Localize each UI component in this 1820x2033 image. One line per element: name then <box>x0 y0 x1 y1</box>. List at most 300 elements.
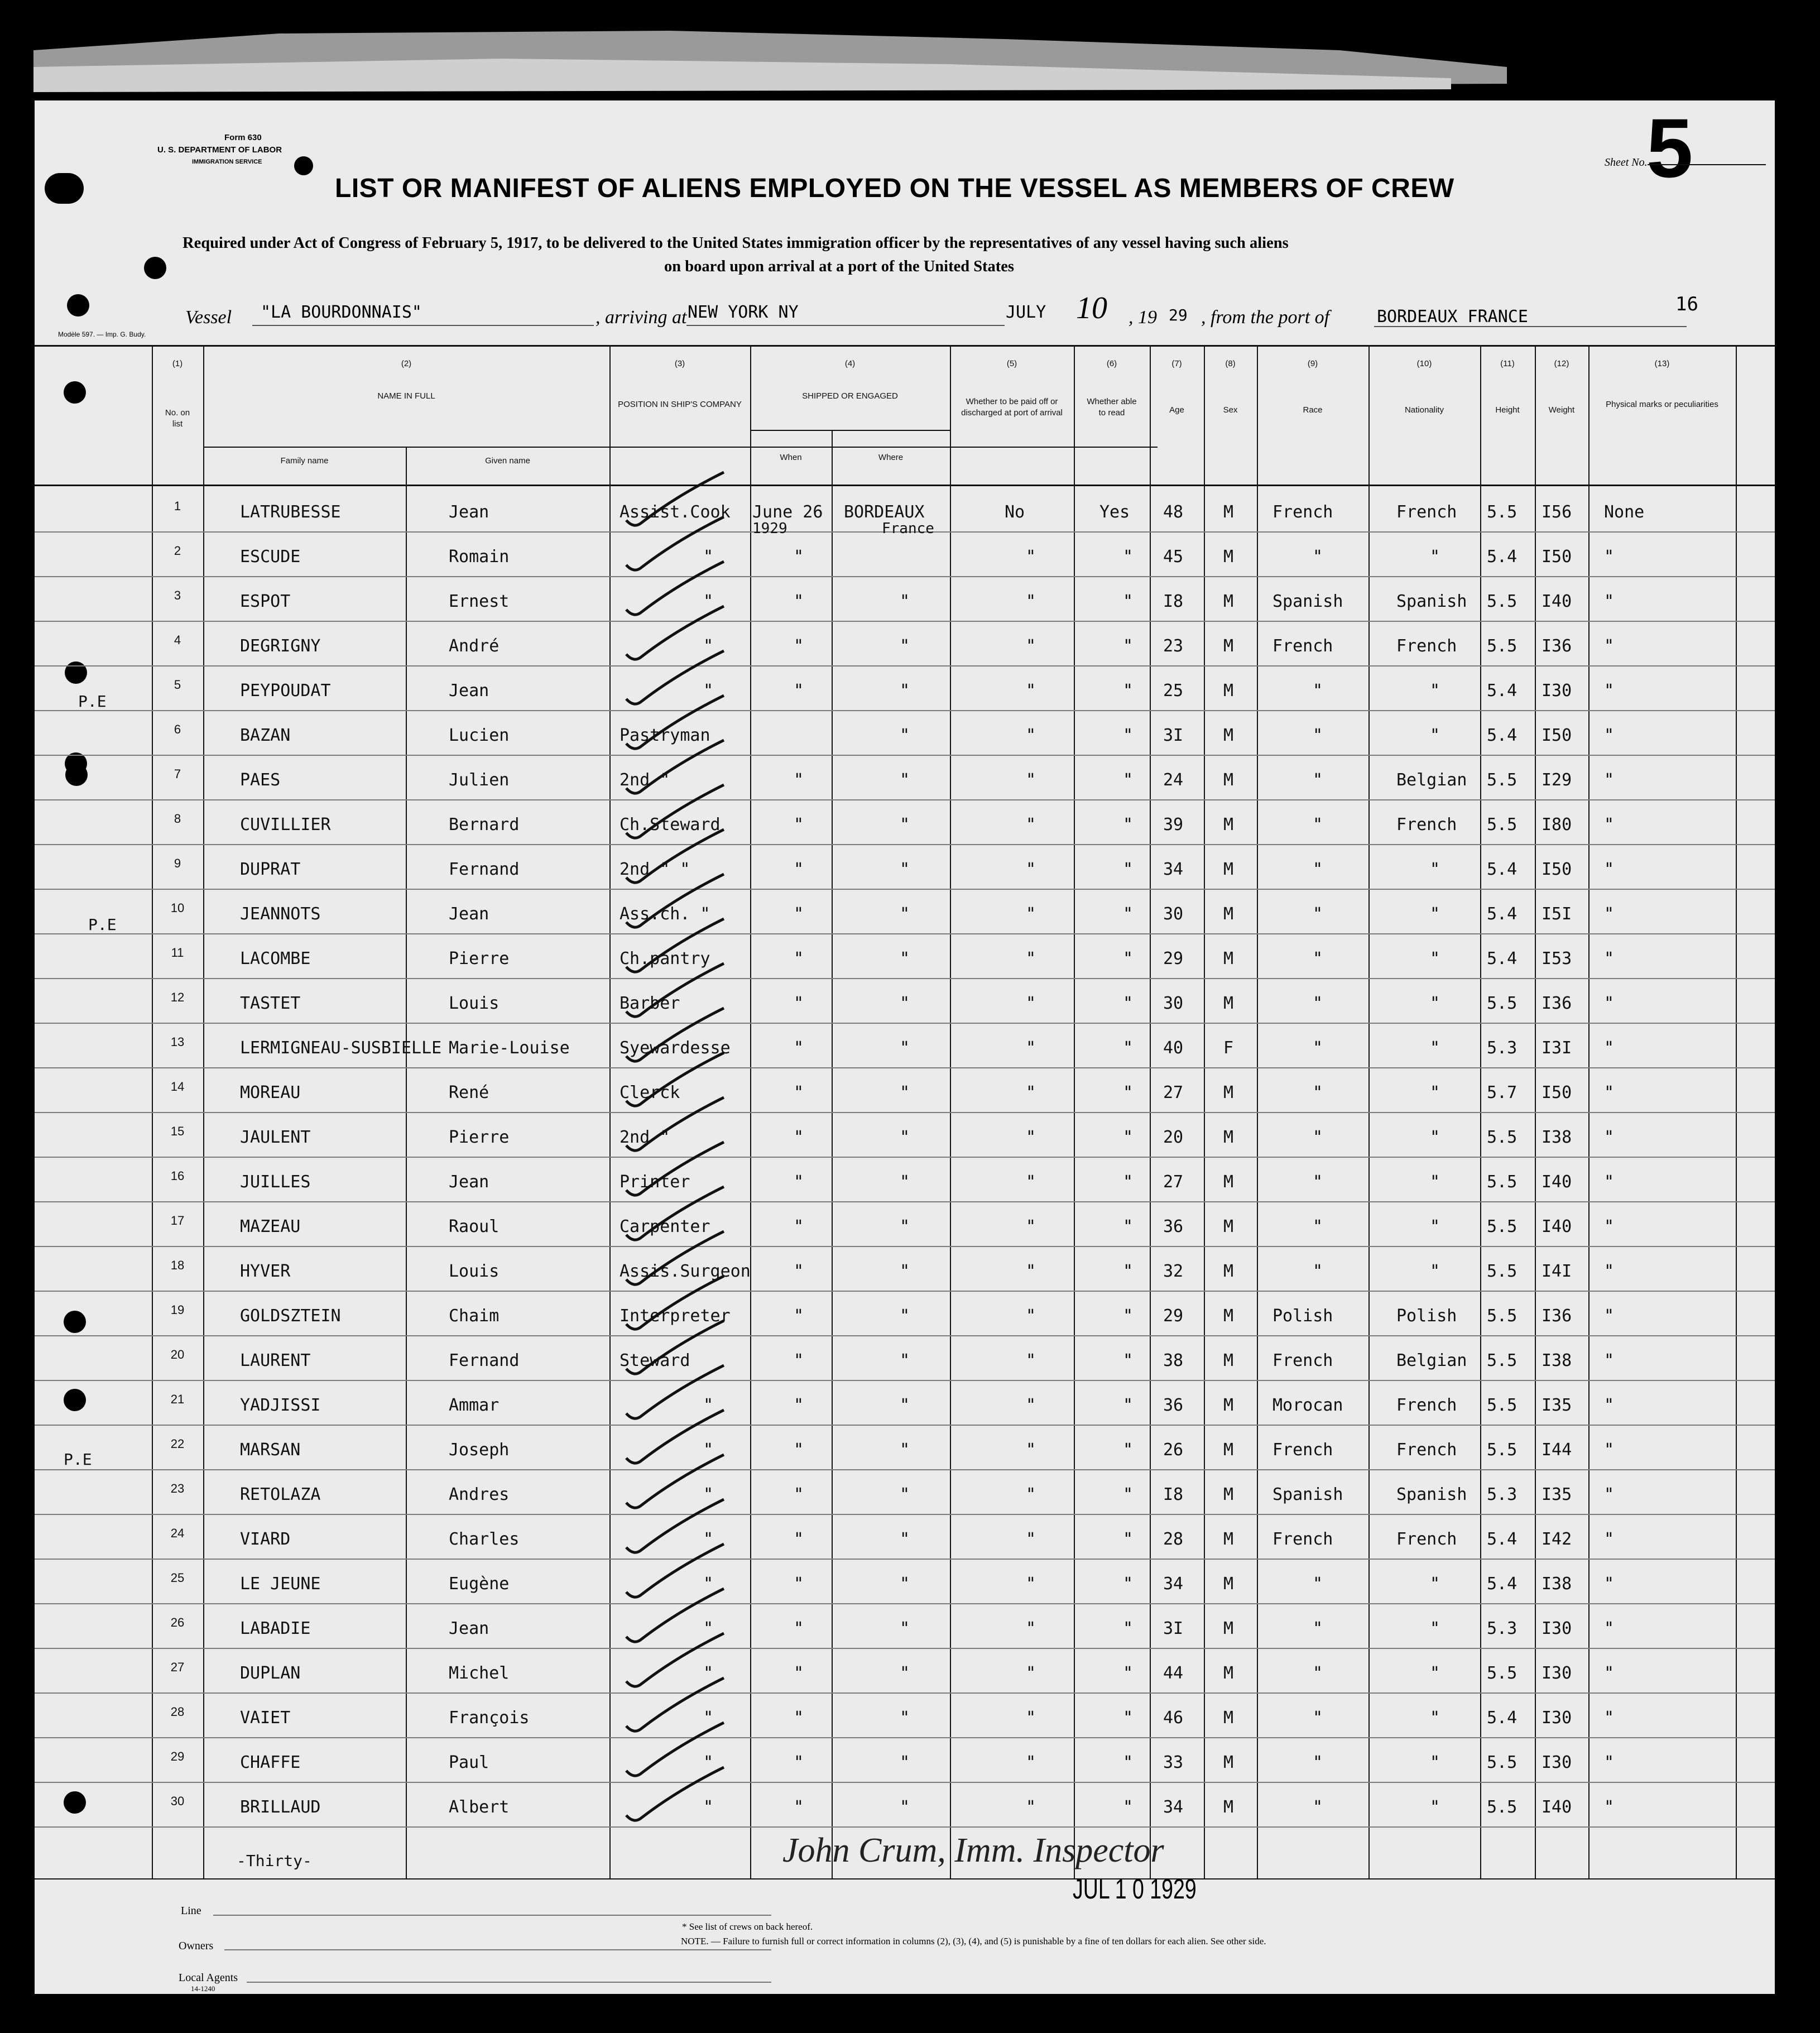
margin-note: P.E <box>64 1450 92 1469</box>
cell-nat: " <box>1430 1619 1440 1638</box>
cell-read: " <box>1123 1574 1134 1594</box>
cell-paid: " <box>1026 1753 1036 1772</box>
cell-sex: M <box>1223 1574 1234 1594</box>
sheet-number: 5 <box>1646 101 1693 195</box>
arrival-year: 29 <box>1169 306 1188 324</box>
cell-weight: I40 <box>1542 1172 1572 1192</box>
cell-read: " <box>1123 1172 1134 1192</box>
cell-when: " <box>794 1529 804 1549</box>
cell-sex: M <box>1223 1262 1234 1281</box>
cell-age: 36 <box>1163 1217 1184 1236</box>
cell-marks: " <box>1604 904 1615 924</box>
cell-race: " <box>1313 1217 1323 1236</box>
cell-paid: " <box>1026 1619 1036 1638</box>
cell-age: 39 <box>1163 815 1184 835</box>
cell-age: 25 <box>1163 681 1184 701</box>
torn-paper-strip <box>0 0 1820 100</box>
cell-nat: " <box>1430 1797 1440 1817</box>
cell-sex: M <box>1223 815 1234 835</box>
cell-marks: " <box>1604 636 1615 656</box>
row-rule <box>35 1425 1775 1426</box>
cell-race: " <box>1313 726 1323 745</box>
cell-family: VIARD <box>240 1529 291 1549</box>
cell-paid: " <box>1026 770 1036 790</box>
binder-hole <box>144 257 166 279</box>
cell-when: " <box>794 1663 804 1683</box>
cell-nat: " <box>1430 1038 1440 1058</box>
year-prefix: , 19 <box>1129 307 1157 328</box>
form-subtitle-1: Required under Act of Congress of February 5, 1917, to be delivered to the United States immigration officer by the representatives of any vessel having such aliens <box>183 234 1289 252</box>
col3-number: (3) <box>674 359 685 368</box>
cell-read: " <box>1123 949 1134 968</box>
row-number: 7 <box>174 767 181 781</box>
cell-when: " <box>794 1128 804 1147</box>
cell-height: 5.7 <box>1487 1083 1518 1102</box>
cell-read: " <box>1123 547 1134 567</box>
row-number: 20 <box>170 1348 185 1361</box>
cell-when: " <box>794 860 804 879</box>
cell-position: 2nd " <box>620 770 670 790</box>
col-divider <box>832 430 833 1878</box>
cell-age: 48 <box>1163 502 1184 522</box>
cell-weight: I40 <box>1542 592 1572 611</box>
cell-where: " <box>900 1485 910 1504</box>
row-rule <box>35 1112 1775 1113</box>
cell-sex: M <box>1223 1351 1234 1370</box>
cell-paid: " <box>1026 592 1036 611</box>
cell-where: " <box>900 1619 910 1638</box>
cell-height: 5.5 <box>1487 1753 1518 1772</box>
cell-weight: I30 <box>1542 1663 1572 1683</box>
cell-position: Steward <box>620 1351 690 1370</box>
cell-given: Fernand <box>449 860 520 879</box>
cell-sex: M <box>1223 1440 1234 1460</box>
cell-family: MAZEAU <box>240 1217 301 1236</box>
cell-sex: M <box>1223 1797 1234 1817</box>
cell-marks: " <box>1604 1529 1615 1549</box>
cell-position: " <box>703 1708 714 1728</box>
cell-weight: I80 <box>1542 815 1572 835</box>
cell-position: Carpenter <box>620 1217 710 1236</box>
table-bottom-border <box>35 1878 1775 1879</box>
col12-label: Weight <box>1548 405 1575 415</box>
row-number: 4 <box>174 633 181 647</box>
cell-given: Albert <box>449 1797 510 1817</box>
cell-read: " <box>1123 636 1134 656</box>
footer-line-label: Line <box>181 1905 201 1917</box>
cell-weight: I38 <box>1542 1574 1572 1594</box>
cell-height: 5.5 <box>1487 994 1518 1013</box>
cell-paid: No <box>1005 502 1025 522</box>
cell-read: " <box>1123 1038 1134 1058</box>
cell-height: 5.5 <box>1487 815 1518 835</box>
cell-family: BRILLAUD <box>240 1797 321 1817</box>
cell-weight: I29 <box>1542 770 1572 790</box>
margin-note: P.E <box>88 915 117 934</box>
cell-nat: " <box>1430 726 1440 745</box>
cell-marks: " <box>1604 1083 1615 1102</box>
cell-height: 5.3 <box>1487 1619 1518 1638</box>
cell-when: " <box>794 994 804 1013</box>
cell-given: Ammar <box>449 1396 500 1415</box>
col5-number: (5) <box>1006 359 1017 368</box>
cell-race: " <box>1313 1574 1323 1594</box>
cell-read: " <box>1123 1663 1134 1683</box>
cell-given: Raoul <box>449 1217 500 1236</box>
cell-nat: Belgian <box>1396 1351 1467 1370</box>
col6-label: Whether able to read <box>1087 397 1137 418</box>
cell-age: 46 <box>1163 1708 1184 1728</box>
cell-height: 5.4 <box>1487 726 1518 745</box>
cell-when: " <box>794 1038 804 1058</box>
cell-height: 5.4 <box>1487 904 1518 924</box>
cell-race: Polish <box>1272 1306 1333 1326</box>
cell-read: " <box>1123 681 1134 701</box>
row-number: 12 <box>170 990 185 1004</box>
cell-position: 2nd " " <box>620 860 690 879</box>
row-rule <box>35 1335 1775 1336</box>
table-header-bottom <box>35 485 1775 486</box>
cell-paid: " <box>1026 726 1036 745</box>
cell-given: Romain <box>449 547 510 567</box>
cell-age: 20 <box>1163 1128 1184 1147</box>
cell-family: ESCUDE <box>240 547 301 567</box>
cell-height: 5.5 <box>1487 1396 1518 1415</box>
cell-nat: French <box>1396 502 1457 522</box>
cell-marks: " <box>1604 1217 1615 1236</box>
cell-paid: " <box>1026 1038 1036 1058</box>
row-rule <box>35 1380 1775 1381</box>
cell-height: 5.3 <box>1487 1038 1518 1058</box>
cell-marks: " <box>1604 1440 1615 1460</box>
cell-nat: " <box>1430 949 1440 968</box>
cell-height: 5.4 <box>1487 1708 1518 1728</box>
cell-nat: " <box>1430 994 1440 1013</box>
cell-position: Ch.Steward <box>620 815 721 835</box>
cell-weight: I30 <box>1542 681 1572 701</box>
cell-age: 29 <box>1163 1306 1184 1326</box>
cell-race: " <box>1313 1262 1323 1281</box>
cell-read: " <box>1123 770 1134 790</box>
cell-read: " <box>1123 1708 1134 1728</box>
row-rule <box>35 1603 1775 1604</box>
cell-height: 5.5 <box>1487 502 1518 522</box>
receipt-stamp: JUL 1 0 1929 <box>1073 1873 1197 1905</box>
row-number: 30 <box>170 1794 185 1808</box>
row-number: 10 <box>170 901 185 915</box>
cell-marks: " <box>1604 860 1615 879</box>
cell-nat: " <box>1430 1663 1440 1683</box>
cell-family: JAULENT <box>240 1128 311 1147</box>
table-subheader-border <box>203 447 1158 448</box>
cell-where: " <box>900 1038 910 1058</box>
arrival-day: 10 <box>1076 291 1107 325</box>
cell-where: " <box>900 681 910 701</box>
cell-given: Andres <box>449 1485 510 1504</box>
cell-when: " <box>794 1708 804 1728</box>
cell-marks: " <box>1604 1351 1615 1370</box>
footer-agents-rule <box>247 1982 771 1983</box>
cell-family: LACOMBE <box>240 949 311 968</box>
cell-read: " <box>1123 1440 1134 1460</box>
cell-where: " <box>900 1128 910 1147</box>
margin-note: P.E <box>78 692 107 711</box>
cell-where: " <box>900 1262 910 1281</box>
cell-family: VAIET <box>240 1708 291 1728</box>
cell-paid: " <box>1026 1128 1036 1147</box>
binder-hole <box>67 294 89 317</box>
row-number: 11 <box>171 946 184 960</box>
cell-given: Pierre <box>449 1128 510 1147</box>
cell-marks: " <box>1604 770 1615 790</box>
cell-where-country: France <box>882 520 934 537</box>
cell-height: 5.5 <box>1487 1663 1518 1683</box>
cell-age: 23 <box>1163 636 1184 656</box>
row-number: 13 <box>170 1035 185 1049</box>
cell-weight: I36 <box>1542 636 1572 656</box>
cell-age: 38 <box>1163 1351 1184 1370</box>
cell-age: 27 <box>1163 1172 1184 1192</box>
row-number: 22 <box>170 1437 185 1451</box>
cell-family: MARSAN <box>240 1440 301 1460</box>
cell-sex: M <box>1223 547 1234 567</box>
cell-family: PAES <box>240 770 281 790</box>
row-number: 2 <box>174 544 181 558</box>
cell-sex: M <box>1223 904 1234 924</box>
cell-where: " <box>900 1574 910 1594</box>
cell-sex: M <box>1223 1172 1234 1192</box>
cell-family: DUPLAN <box>240 1663 301 1683</box>
cell-family: BAZAN <box>240 726 291 745</box>
cell-paid: " <box>1026 1396 1036 1415</box>
row-number: 3 <box>174 588 181 602</box>
cell-race: " <box>1313 1619 1323 1638</box>
cell-sex: M <box>1223 1529 1234 1549</box>
cell-where: " <box>900 860 910 879</box>
row-rule <box>35 799 1775 800</box>
col11-label: Height <box>1495 405 1520 415</box>
row-number: 9 <box>174 856 181 870</box>
col13-label: Physical marks or peculiarities <box>1606 400 1718 409</box>
cell-read: " <box>1123 1529 1134 1549</box>
cell-weight: I3I <box>1542 1038 1572 1058</box>
cell-given: Chaim <box>449 1306 500 1326</box>
cell-marks: " <box>1604 1663 1615 1683</box>
col2-number: (2) <box>401 359 412 368</box>
cell-read: " <box>1123 904 1134 924</box>
cell-nat: " <box>1430 1128 1440 1147</box>
col4-subheader-border <box>750 430 950 431</box>
cell-where: " <box>900 1217 910 1236</box>
cell-read: " <box>1123 726 1134 745</box>
cell-family: JEANNOTS <box>240 904 321 924</box>
row-number: 27 <box>170 1660 185 1674</box>
table-top-border <box>35 345 1775 347</box>
cell-read: " <box>1123 994 1134 1013</box>
cell-given: Julien <box>449 770 510 790</box>
cell-weight: I35 <box>1542 1485 1572 1504</box>
cell-sex: M <box>1223 1217 1234 1236</box>
row-rule <box>35 844 1775 845</box>
cell-height: 5.5 <box>1487 1797 1518 1817</box>
cell-marks: " <box>1604 949 1615 968</box>
from-port-label: , from the port of <box>1201 307 1330 328</box>
cell-read: " <box>1123 1128 1134 1147</box>
cell-race: " <box>1313 815 1323 835</box>
col2a-label: Family name <box>280 456 329 466</box>
cell-given: Joseph <box>449 1440 510 1460</box>
cell-where: " <box>900 726 910 745</box>
cell-race: " <box>1313 1753 1323 1772</box>
cell-given: Lucien <box>449 726 510 745</box>
cell-family: YADJISSI <box>240 1396 321 1415</box>
cell-age: 29 <box>1163 949 1184 968</box>
row-rule <box>35 1648 1775 1649</box>
cell-read: " <box>1123 815 1134 835</box>
cell-family: LABADIE <box>240 1619 311 1638</box>
col3-label: POSITION IN SHIP'S COMPANY <box>618 400 742 409</box>
cell-position: " <box>703 1574 714 1594</box>
cell-where: " <box>900 949 910 968</box>
cell-race: Spanish <box>1272 1485 1343 1504</box>
binder-hole <box>64 381 86 404</box>
cell-age: 33 <box>1163 1753 1184 1772</box>
cell-position: " <box>703 1529 714 1549</box>
cell-sex: M <box>1223 860 1234 879</box>
cell-age: 26 <box>1163 1440 1184 1460</box>
cell-read: " <box>1123 1351 1134 1370</box>
cell-family: JUILLES <box>240 1172 311 1192</box>
row-number: 21 <box>170 1392 185 1406</box>
cell-nat: " <box>1430 681 1440 701</box>
cell-position: Pastryman <box>620 726 710 745</box>
col10-number: (10) <box>1416 359 1432 368</box>
cell-given: Eugène <box>449 1574 510 1594</box>
cell-nat: French <box>1396 1396 1457 1415</box>
cell-position: Ass.ch. " <box>620 904 710 924</box>
cell-age: 36 <box>1163 1396 1184 1415</box>
cell-height: 5.4 <box>1487 681 1518 701</box>
cell-nat: " <box>1430 1083 1440 1102</box>
row-rule <box>35 1826 1775 1828</box>
cell-paid: " <box>1026 1663 1036 1683</box>
cell-when: " <box>794 1262 804 1281</box>
cell-family: LAURENT <box>240 1351 311 1370</box>
cell-height: 5.4 <box>1487 949 1518 968</box>
cell-height: 5.5 <box>1487 636 1518 656</box>
col8-label: Sex <box>1223 405 1238 415</box>
total-count: -Thirty- <box>237 1852 312 1870</box>
cell-position: Ch.pantry <box>620 949 710 968</box>
cell-paid: " <box>1026 860 1036 879</box>
cell-when: " <box>794 904 804 924</box>
cell-position: Assis.Surgeon <box>620 1262 751 1281</box>
cell-paid: " <box>1026 636 1036 656</box>
cell-weight: I53 <box>1542 949 1572 968</box>
cell-family: GOLDSZTEIN <box>240 1306 341 1326</box>
cell-position: " <box>703 1753 714 1772</box>
cell-nat: " <box>1430 860 1440 879</box>
cell-given: Jean <box>449 502 489 522</box>
service-name: IMMIGRATION SERVICE <box>192 159 262 165</box>
cell-weight: I30 <box>1542 1708 1572 1728</box>
cell-where: " <box>900 815 910 835</box>
row-rule <box>35 1782 1775 1783</box>
arriving-label: , arriving at <box>596 307 687 328</box>
cell-marks: " <box>1604 1753 1615 1772</box>
cell-weight: I50 <box>1542 1083 1572 1102</box>
cell-when: " <box>794 1396 804 1415</box>
cell-position: " <box>703 1797 714 1817</box>
cell-given: André <box>449 636 500 656</box>
col9-label: Race <box>1303 405 1323 415</box>
cell-race: " <box>1313 1797 1323 1817</box>
cell-age: I8 <box>1163 1485 1184 1504</box>
cell-where: " <box>900 1663 910 1683</box>
signature: John Crum, Imm. Inspector <box>782 1831 1164 1869</box>
cell-height: 5.5 <box>1487 1262 1518 1281</box>
row-rule <box>35 1514 1775 1515</box>
cell-weight: I38 <box>1542 1351 1572 1370</box>
cell-nat: " <box>1430 1172 1440 1192</box>
port-line <box>1374 326 1687 327</box>
row-rule <box>35 1692 1775 1694</box>
cell-when: " <box>794 949 804 968</box>
cell-age: I8 <box>1163 592 1184 611</box>
cell-read: " <box>1123 1306 1134 1326</box>
row-number: 29 <box>170 1749 185 1763</box>
row-number: 16 <box>170 1169 185 1183</box>
binder-hole <box>65 661 87 684</box>
check-mark <box>621 1764 732 1831</box>
cell-sex: M <box>1223 1663 1234 1683</box>
row-rule <box>35 755 1775 756</box>
cell-paid: " <box>1026 1083 1036 1102</box>
col1-label: No. on list <box>165 408 190 429</box>
cell-when: " <box>794 1351 804 1370</box>
cell-nat: " <box>1430 1708 1440 1728</box>
cell-where: " <box>900 1797 910 1817</box>
form-number: Form 630 <box>224 133 262 142</box>
cell-given: Charles <box>449 1529 520 1549</box>
cell-given: Ernest <box>449 592 510 611</box>
sheet-label: Sheet No. <box>1605 156 1648 169</box>
footer-owners-rule <box>224 1949 771 1950</box>
cell-race: French <box>1272 1351 1333 1370</box>
cell-marks: " <box>1604 1128 1615 1147</box>
cell-weight: I44 <box>1542 1440 1572 1460</box>
cell-marks: " <box>1604 1574 1615 1594</box>
cell-when: " <box>794 681 804 701</box>
cell-position: Assist.Cook <box>620 502 731 522</box>
cell-race: " <box>1313 860 1323 879</box>
cell-weight: I35 <box>1542 1396 1572 1415</box>
cell-weight: I36 <box>1542 994 1572 1013</box>
cell-position: Barber <box>620 994 680 1013</box>
cell-where: " <box>900 592 910 611</box>
cell-when: June 26 <box>752 502 823 522</box>
cell-where: " <box>900 1529 910 1549</box>
cell-age: 30 <box>1163 904 1184 924</box>
footnote-2: NOTE. — Failure to furnish full or correct information in columns (2), (3), (4), and (5) is punishable by a fine of ten dollars for each alien. See other side. <box>681 1936 1266 1946</box>
cell-age: 3I <box>1163 726 1184 745</box>
col9-number: (9) <box>1307 359 1318 368</box>
cell-marks: None <box>1604 502 1645 522</box>
cell-race: " <box>1313 1038 1323 1058</box>
footnote-1: * See list of crews on back hereof. <box>682 1921 813 1932</box>
cell-age: 32 <box>1163 1262 1184 1281</box>
cell-when: " <box>794 636 804 656</box>
